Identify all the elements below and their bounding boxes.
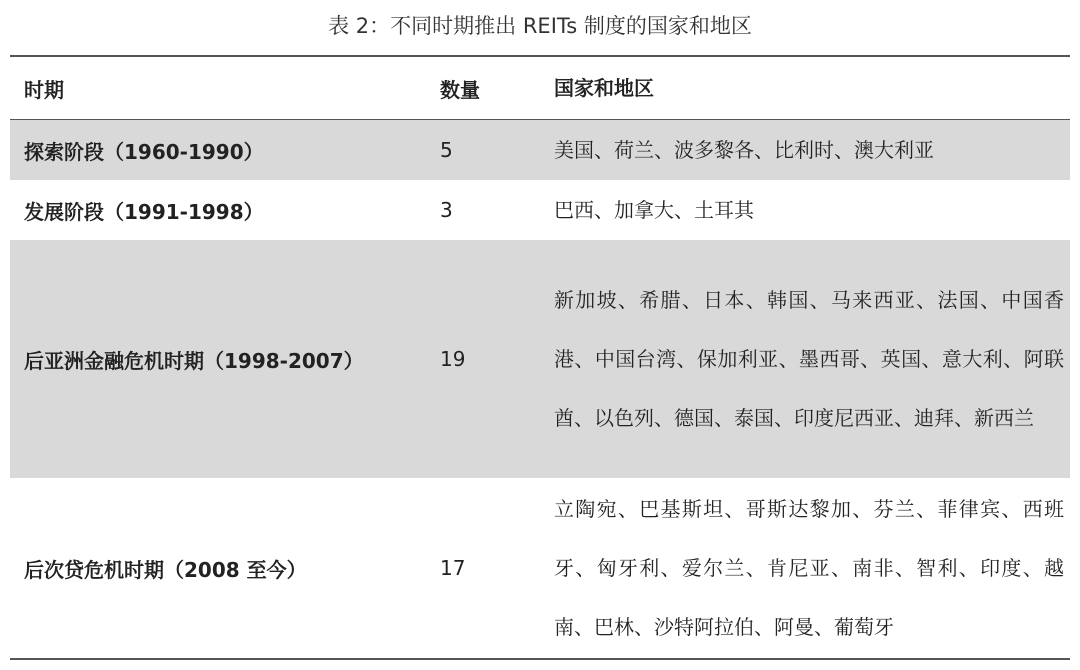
table-row: [10, 240, 1070, 478]
header-regions: 国家和地区: [554, 75, 654, 100]
row-period: 探索阶段（1960-1990）: [24, 139, 264, 164]
table-row: [10, 180, 1070, 240]
row-regions: 美国、荷兰、波多黎各、比利时、澳大利亚: [554, 137, 934, 162]
header-period: 时期: [24, 77, 64, 102]
row-period: 后次贷危机时期（2008 至今）: [24, 557, 307, 582]
row-regions: 新加坡、希腊、日本、韩国、马来西亚、法国、中国香港、中国台湾、保加利亚、墨西哥、英国、意大利、阿联酋、以色列、德国、泰国、印度尼西亚、迪拜、新西兰: [554, 287, 1064, 430]
reits-table: [10, 55, 1070, 660]
row-regions: 立陶宛、巴基斯坦、哥斯达黎加、芬兰、菲律宾、西班牙、匈牙利、爱尔兰、肯尼亚、南非、智利、印度、越南、巴林、沙特阿拉伯、阿曼、葡萄牙: [554, 496, 1064, 639]
row-count: 5: [440, 138, 453, 162]
table-row: [10, 120, 1070, 180]
table-header-row: [10, 57, 1070, 120]
header-count: 数量: [440, 77, 480, 102]
row-count: 3: [440, 198, 453, 222]
table-row: [10, 478, 1070, 658]
row-count: 17: [440, 556, 466, 580]
row-period: 发展阶段（1991-1998）: [24, 199, 264, 224]
table-caption: 表 2：不同时期推出 REITs 制度的国家和地区: [328, 14, 752, 38]
row-period: 后亚洲金融危机时期（1998-2007）: [24, 348, 364, 373]
row-count: 19: [440, 347, 466, 371]
row-regions: 巴西、加拿大、土耳其: [554, 197, 754, 222]
